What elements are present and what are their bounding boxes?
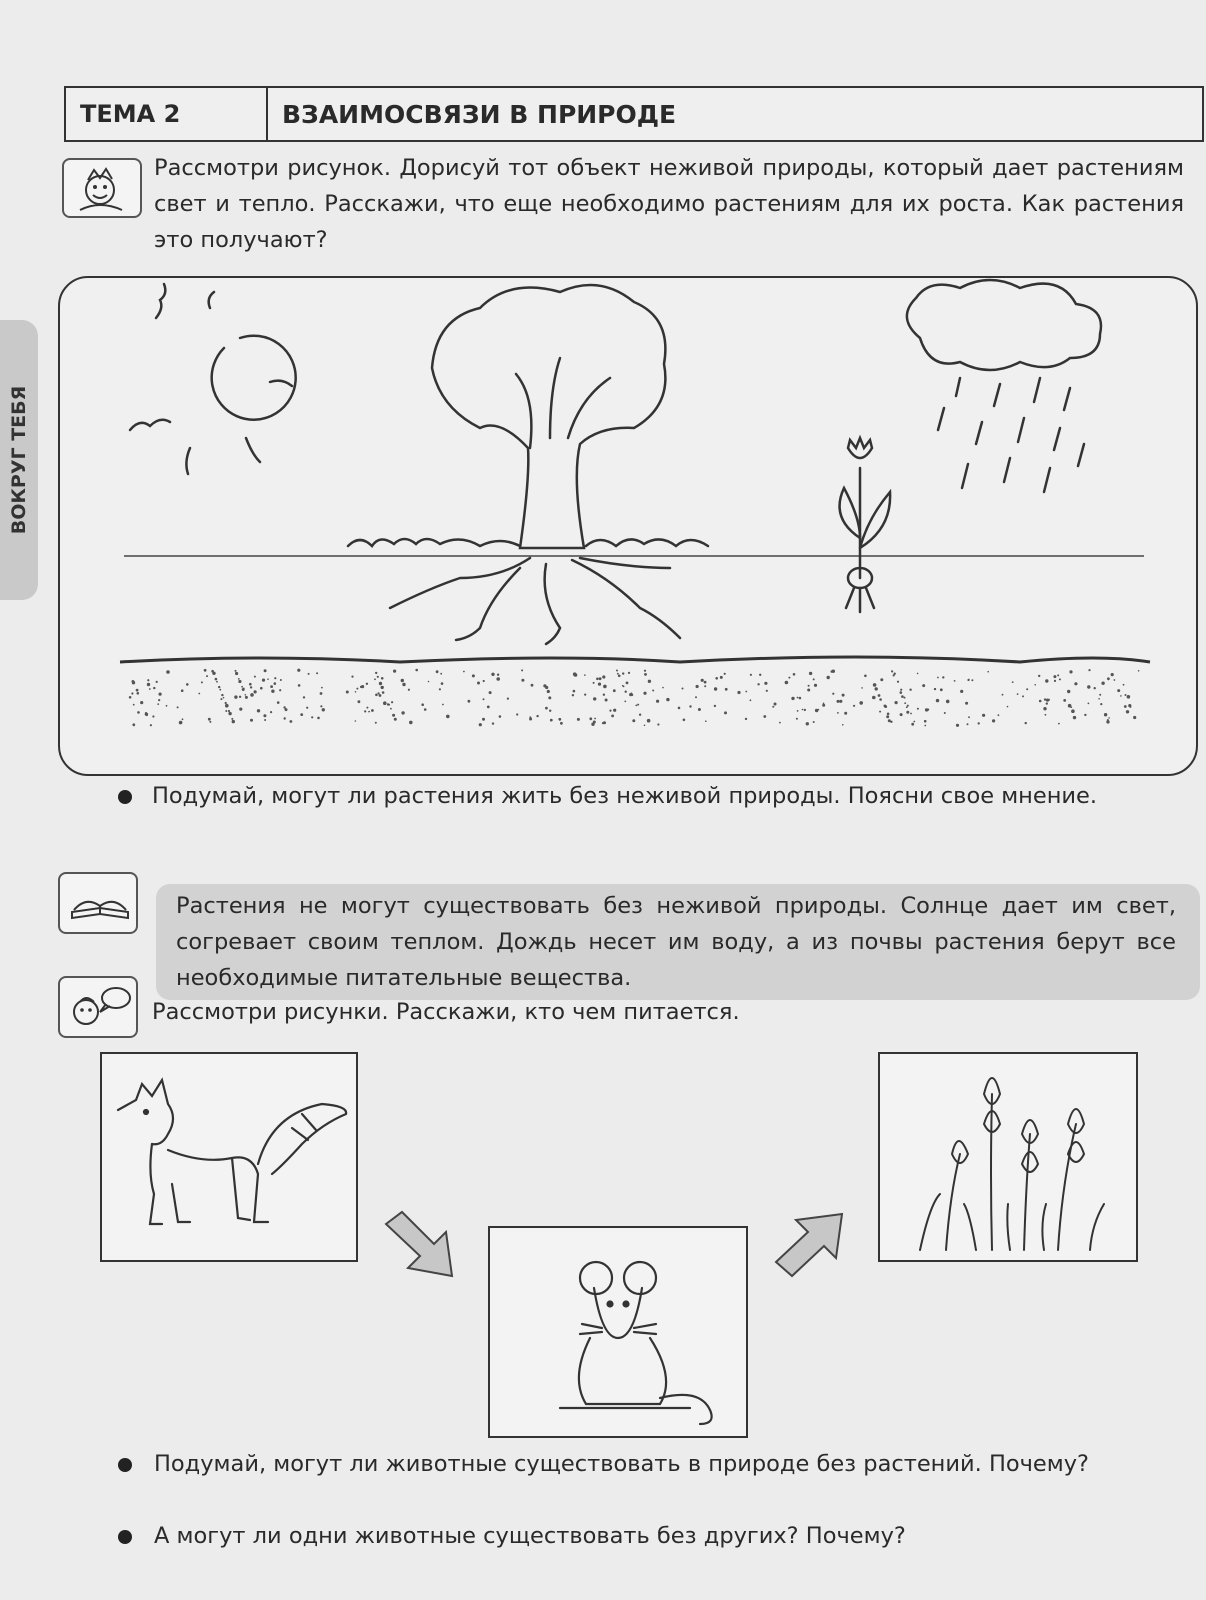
topic-header xyxy=(64,86,1204,142)
wheat-icon xyxy=(880,1054,1136,1260)
tree-icon xyxy=(348,285,708,644)
bullet xyxy=(118,790,132,804)
fox-picture xyxy=(100,1052,358,1262)
arrow-icon xyxy=(380,1210,464,1280)
tulip-icon xyxy=(840,438,891,612)
question3-text: А могут ли одни животные существовать без других? Почему? xyxy=(154,1523,906,1549)
speech-icon xyxy=(58,976,138,1038)
sun-icon xyxy=(130,284,296,474)
arrow-icon xyxy=(770,1210,854,1280)
nature-scene xyxy=(58,276,1198,776)
cloud-rain-icon xyxy=(907,280,1101,492)
topic-title: ВЗАИМОСВЯЗИ В ПРИРОДЕ xyxy=(282,99,677,129)
question2-text: Подумай, могут ли животные существовать в природе без растений. Почему? xyxy=(154,1451,1089,1477)
mouse-picture xyxy=(488,1226,748,1438)
task2-text: Рассмотри рисунки. Расскажи, кто чем питается. xyxy=(152,999,740,1025)
answer-box xyxy=(156,884,1200,1000)
wheat-picture xyxy=(878,1052,1138,1262)
question1-text: Подумай, могут ли растения жить без неживой природы. Поясни свое мнение. xyxy=(152,783,1098,809)
side-tab xyxy=(0,320,38,600)
topic-number: ТЕМА 2 xyxy=(66,88,268,140)
kids-icon xyxy=(62,158,142,218)
fox-icon xyxy=(102,1054,356,1260)
mouse-icon xyxy=(490,1228,746,1436)
answer-text: Растения не могут существовать без неживой природы. Солнце дает им свет, согревает своим теплом. Дождь несет им воду, а из почвы растения берут все необходимые питательные вещества. xyxy=(176,893,1176,991)
bullet xyxy=(118,1530,132,1544)
bullet xyxy=(118,1458,132,1472)
book-icon xyxy=(58,872,138,934)
task1-text: Рассмотри рисунок. Дорисуй тот объект неживой природы, который дает растениям свет и тепло. Расскажи, что еще необходимо растениям для их роста. Как растения это получают? xyxy=(154,155,1184,253)
side-tab-label: ВОКРУГ ТЕБЯ xyxy=(8,385,30,535)
